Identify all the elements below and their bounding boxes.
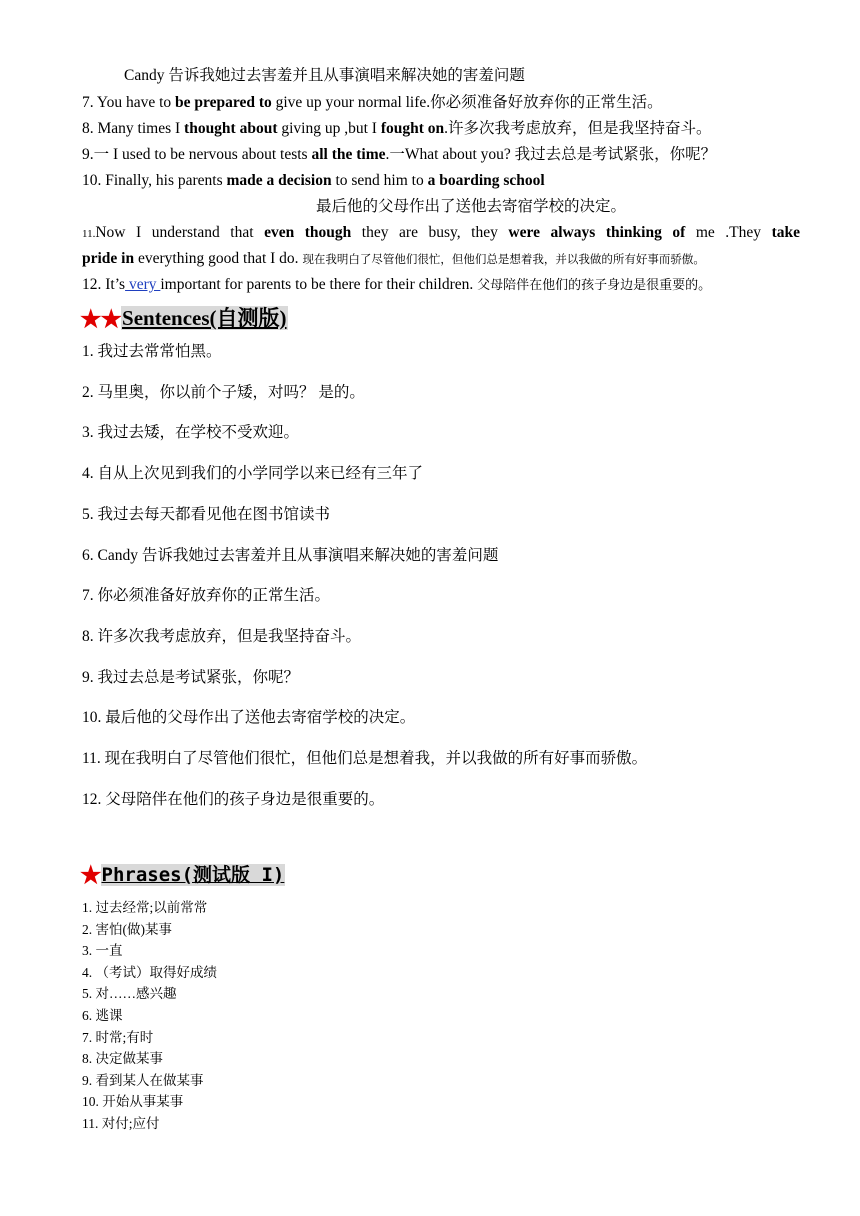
sentence-item: 12. 父母陪伴在他们的孩子身边是很重要的。 (82, 790, 385, 808)
sentence-item: 2. 马里奥，你以前个子矮，对吗？ 是的。 (82, 383, 365, 401)
sentence-11-continued: pride in everything good that I do. 现在我明白了尽管他们很忙，但他们总是想着我，并以我做的所有好事而骄傲。 (82, 250, 705, 267)
sentence-item: 3. 我过去矮，在学校不受欢迎。 (82, 424, 300, 442)
sentence-item: 8. 许多次我考虑放弃，但是我坚持奋斗。 (82, 627, 362, 645)
phrases-heading-title: Phrases(测试版 I) (101, 864, 285, 886)
phrase-item: 3. 一直 (82, 943, 123, 959)
very-link[interactable]: very (125, 276, 161, 293)
phrase-item: 10. 开始从事某事 (82, 1094, 184, 1110)
sentence-item: 11. 现在我明白了尽管他们很忙，但他们总是想着我，并以我做的所有好事而骄傲。 (82, 750, 648, 767)
sentence-6-continuation: Candy 告诉我她过去害羞并且从事演唱来解决她的害羞问题 (124, 67, 525, 84)
sentence-item: 9. 我过去总是考试紧张，你呢？ (82, 668, 300, 686)
phrase-item: 1. 过去经常;以前常常 (82, 900, 208, 915)
star-icon: ★★ (80, 307, 122, 333)
sentence-11: 11.Now I understand that even though they are busy, they were always thinking of me .They take (82, 224, 800, 241)
phrase-item: 9. 看到某人在做某事 (82, 1072, 204, 1088)
sentence-7: 7. You have to be prepared to give up your normal life.你必须准备好放弃你的正常生活。 (82, 94, 663, 111)
sentences-heading-title: Sentences(自测版) (122, 306, 287, 330)
phrase-item: 4. （考试）取得好成绩 (82, 964, 217, 980)
sentence-item: 7. 你必须准备好放弃你的正常生活。 (82, 587, 331, 605)
sentences-heading (80, 303, 288, 333)
sentence-item: 5. 我过去每天都看见他在图书馆读书 (82, 505, 331, 523)
phrase-item: 7. 时常;有时 (82, 1029, 154, 1045)
phrase-item: 5. 对……感兴趣 (82, 986, 177, 1002)
sentence-9: 9.一 I used to be nervous about tests all the time.一What about you? 我过去总是考试紧张，你呢？ (82, 146, 717, 163)
sentence-item: 10. 最后他的父母作出了送他去寄宿学校的决定。 (82, 709, 416, 727)
phrase-item: 11. 对付;应付 (82, 1116, 160, 1131)
sentence-8: 8. Many times I thought about giving up ,but I fought on.许多次我考虑放弃，但是我坚持奋斗。 (82, 120, 712, 137)
phrases-heading (80, 859, 285, 889)
sentence-item: 6. Candy 告诉我她过去害羞并且从事演唱来解决她的害羞问题 (82, 546, 499, 564)
phrase-item: 6. 逃课 (82, 1008, 123, 1023)
star-icon: ★ (80, 863, 101, 889)
sentence-10: 10. Finally, his parents made a decision to send him to a boarding school (82, 172, 545, 189)
sentence-item: 1. 我过去常常怕黑。 (82, 343, 222, 360)
sentence-12: 12. It’s very important for parents to be there for their children. 父母陪伴在他们的孩子身边是很重要的。 (82, 276, 712, 293)
phrase-item: 8. 决定做某事 (82, 1051, 163, 1067)
phrase-item: 2. 害怕(做)某事 (82, 921, 172, 937)
sentence-10-translation: 最后他的父母作出了送他去寄宿学校的决定。 (316, 198, 627, 215)
sentence-item: 4. 自从上次见到我们的小学同学以来已经有三年了 (82, 465, 424, 483)
